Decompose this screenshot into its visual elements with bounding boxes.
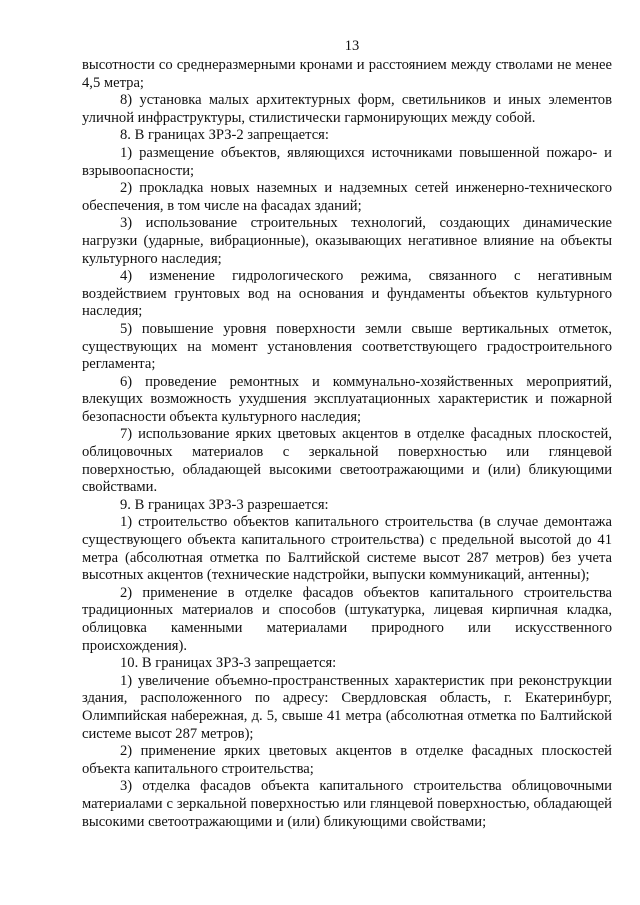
section-heading: 10. В границах ЗРЗ-3 запрещается: (120, 655, 337, 672)
paragraph: 5) повышение уровня поверхности земли свыше вертикальных отметок, существующих на момент установления соответствующего градостроительного регламента; (82, 320, 612, 373)
paragraph: 1) размещение объектов, являющихся источниками повышенной пожаро- и взрывоопасности; (82, 144, 612, 179)
section-heading: 9. В границах ЗРЗ-3 разрешается: (120, 496, 329, 513)
page-number: 13 (344, 38, 360, 54)
paragraph: 3) отделка фасадов объекта капитального строительства облицовочными материалами с зеркальной поверхностью или глянцевой поверхностью, обладающей высокими светоотражающими и (или) бликующими свойствами; (82, 778, 612, 830)
paragraph: 7) использование ярких цветовых акцентов в отделке фасадных плоскостей, облицовочных материалов с зеркальной поверхностью или глянцевой поверхностью, обладающей высокими светоотражающими и (или) бликующими свойствами. (82, 426, 612, 496)
paragraph: 2) применение в отделке фасадов объектов капитального строительства традиционных материалов и способов (штукатурка, лицевая кирпичная кладка, облицовка каменными материалами природного или искусственного происхождения). (82, 584, 612, 654)
paragraph: 1) строительство объектов капитального строительства (в случае демонтажа существующего объекта капитального строительства) с предельной высотой до 41 метра (абсолютная отметка по Балтийской системе высот 287 метров) без учета высотных акцентов (технические надстройки, выпуски коммуникаций, антенны); (82, 514, 612, 584)
section-heading: 8. В границах ЗРЗ-2 запрещается: (120, 127, 329, 144)
paragraph: 8) установка малых архитектурных форм, светильников и иных элементов уличной инфраструктуры, стилистически гармонирующих между собой. (82, 92, 612, 126)
paragraph: 3) использование строительных технологий, создающих динамические нагрузки (ударные, вибрационные), оказывающих негативное влияние на объекты культурного наследия; (82, 215, 612, 267)
paragraph-continuation: высотности со среднеразмерными кронами и расстоянием между стволами не менее 4,5 метра; (82, 57, 612, 91)
paragraph: 6) проведение ремонтных и коммунально-хозяйственных мероприятий, влекущих возможность ухудшения эксплуатационных характеристик и пожарной безопасности объекта культурного наследия; (82, 373, 612, 425)
paragraph: 4) изменение гидрологического режима, связанного с негативным воздействием грунтовых вод на основания и фундаменты объектов культурного наследия; (82, 268, 612, 320)
paragraph: 1) увеличение объемно-пространственных характеристик при реконструкции здания, расположенного по адресу: Свердловская область, г. Екатеринбург, Олимпийская набережная, д. 5, свыше 41 метра (абсолютная отметка по Балтийской системе высот 287 метров); (82, 672, 612, 742)
paragraph: 2) прокладка новых наземных и надземных сетей инженерно-технического обеспечения, в том числе на фасадах зданий; (82, 180, 612, 214)
paragraph: 2) применение ярких цветовых акцентов в отделке фасадных плоскостей объекта капитального строительства; (82, 743, 612, 777)
